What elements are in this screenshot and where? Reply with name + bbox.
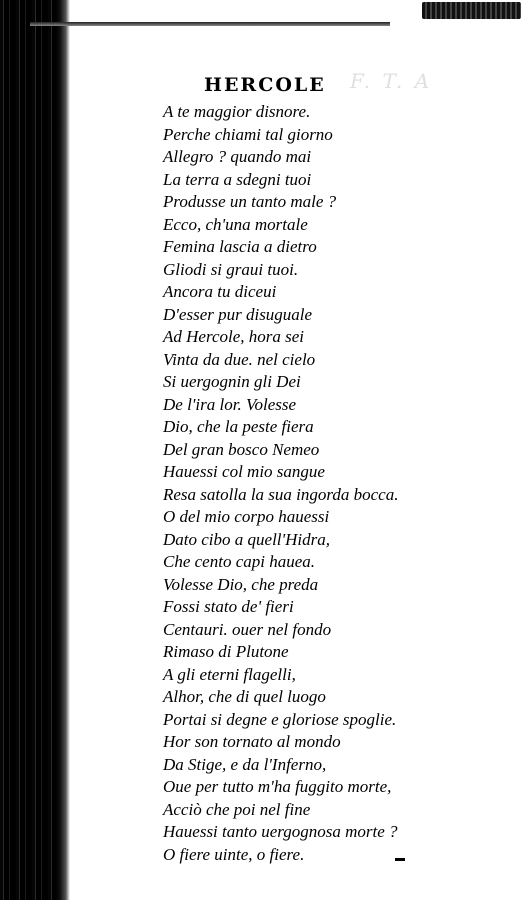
verse-line: Che cento capi hauea. [163, 552, 316, 571]
verse-line: Hauessi tanto uergognosa morte ? [163, 822, 398, 841]
verse-line: Gliodi si graui tuoi. [163, 259, 299, 279]
verse-line: A gli eterni flagelli, [163, 664, 296, 684]
verse-line: Oue per tutto m'ha fuggito morte, [163, 777, 392, 796]
verse-line: La terra a sdegni tuoi [163, 169, 312, 189]
verse-line: A te maggior disnore. [163, 102, 311, 121]
verse-line: Femina lascia a dietro [163, 237, 317, 256]
verse-line: Centauri. ouer nel fondo [163, 619, 332, 639]
ink-speck [395, 858, 405, 861]
verse-line: Vinta da due. nel cielo [163, 349, 316, 369]
page-top-edge [30, 22, 390, 26]
verse-line: Hor son tornato al mondo [163, 732, 341, 751]
verse-line: O fiere uinte, o fiere. [163, 844, 305, 864]
verse-line: Produsse un tanto male ? [163, 192, 337, 211]
verse-line: Ad Hercole, hora sei [163, 327, 305, 346]
verse-line: Ecco, ch'una mortale [163, 214, 308, 234]
page-gutter-shadow [56, 0, 70, 900]
verse-line: Dato cibo a quell'Hidra, [163, 529, 331, 549]
corner-binding-tab [422, 2, 521, 19]
verse-line: Alhor, che di quel luogo [163, 687, 326, 706]
bleed-through-text: F. T. A [350, 69, 433, 93]
verse-line: De l'ira lor. Volesse [163, 394, 297, 414]
verse-line: Portai si degne e gloriose spoglie. [163, 709, 397, 729]
verse-line: D'esser pur disuguale [163, 304, 313, 324]
verse-line: Ancora tu diceui [163, 282, 277, 301]
verse-text [163, 101, 398, 866]
verse-line: Dio, che la peste fiera [163, 417, 314, 436]
verse-line: Acciò che poi nel fine [163, 799, 311, 819]
verse-line: Resa satolla la sua ingorda bocca. [163, 484, 399, 504]
running-header: HERCOLE [204, 74, 326, 96]
verse-line: Perche chiami tal giorno [163, 124, 333, 144]
verse-line: Hauessi col mio sangue [163, 462, 325, 481]
verse-line: Rimaso di Plutone [163, 642, 289, 661]
verse-line: Fossi stato de' fieri [163, 597, 294, 616]
verse-line: Del gran bosco Nemeo [163, 439, 320, 459]
verse-line: Si uergognin gli Dei [163, 372, 301, 391]
verse-line: Allegro ? quando mai [163, 147, 312, 166]
book-spine [0, 0, 62, 900]
verse-line: Volesse Dio, che preda [163, 574, 319, 594]
verse-line: O del mio corpo hauessi [163, 507, 330, 526]
verse-line: Da Stige, e da l'Inferno, [163, 754, 327, 774]
